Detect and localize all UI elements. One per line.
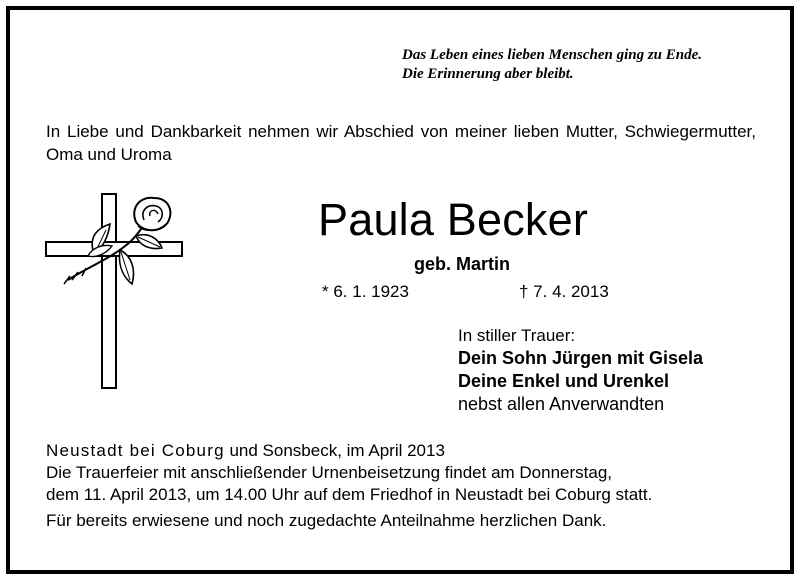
cross-with-rose-icon [40, 192, 190, 392]
funeral-line-2: dem 11. April 2013, um 14.00 Uhr auf dem Friedhof in Neustadt bei Coburg statt. [46, 485, 653, 504]
thanks-line: Für bereits erwiesene und noch zugedachte Anteilnahme herzlichen Dank. [46, 511, 607, 530]
birth-date: * 6. 1. 1923 [322, 282, 409, 301]
mourner-grandchildren: Deine Enkel und Urenkel [458, 371, 670, 391]
quote-line-2: Die Erinnerung aber bleibt. [402, 66, 574, 82]
maiden-name: geb. Martin [414, 254, 511, 274]
mourners-heading: In stiller Trauer: [458, 326, 576, 345]
place-date-line [46, 440, 652, 462]
memorial-quote [402, 46, 702, 84]
intro-text: In Liebe und Dankbarkeit nehmen wir Abschied von meiner lieben Mutter, Schwiegermutter, Oma und Uroma [46, 122, 756, 164]
quote-line-1: Das Leben eines lieben Menschen ging zu Ende. [402, 47, 703, 63]
death-date: † 7. 4. 2013 [519, 282, 609, 301]
mourners-block [458, 325, 703, 416]
place-date-rest: und Sonsbeck, im April 2013 [224, 441, 445, 460]
place-name: Neustadt bei Coburg [46, 441, 225, 460]
mourner-son: Dein Sohn Jürgen mit Gisela [458, 348, 704, 368]
mourner-relatives: nebst allen Anverwandten [458, 394, 665, 414]
funeral-line-1: Die Trauerfeier mit anschließender Urnenbeisetzung findet am Donnerstag, [46, 463, 613, 482]
deceased-name: Paula Becker [318, 194, 589, 245]
footer-block [46, 440, 652, 532]
